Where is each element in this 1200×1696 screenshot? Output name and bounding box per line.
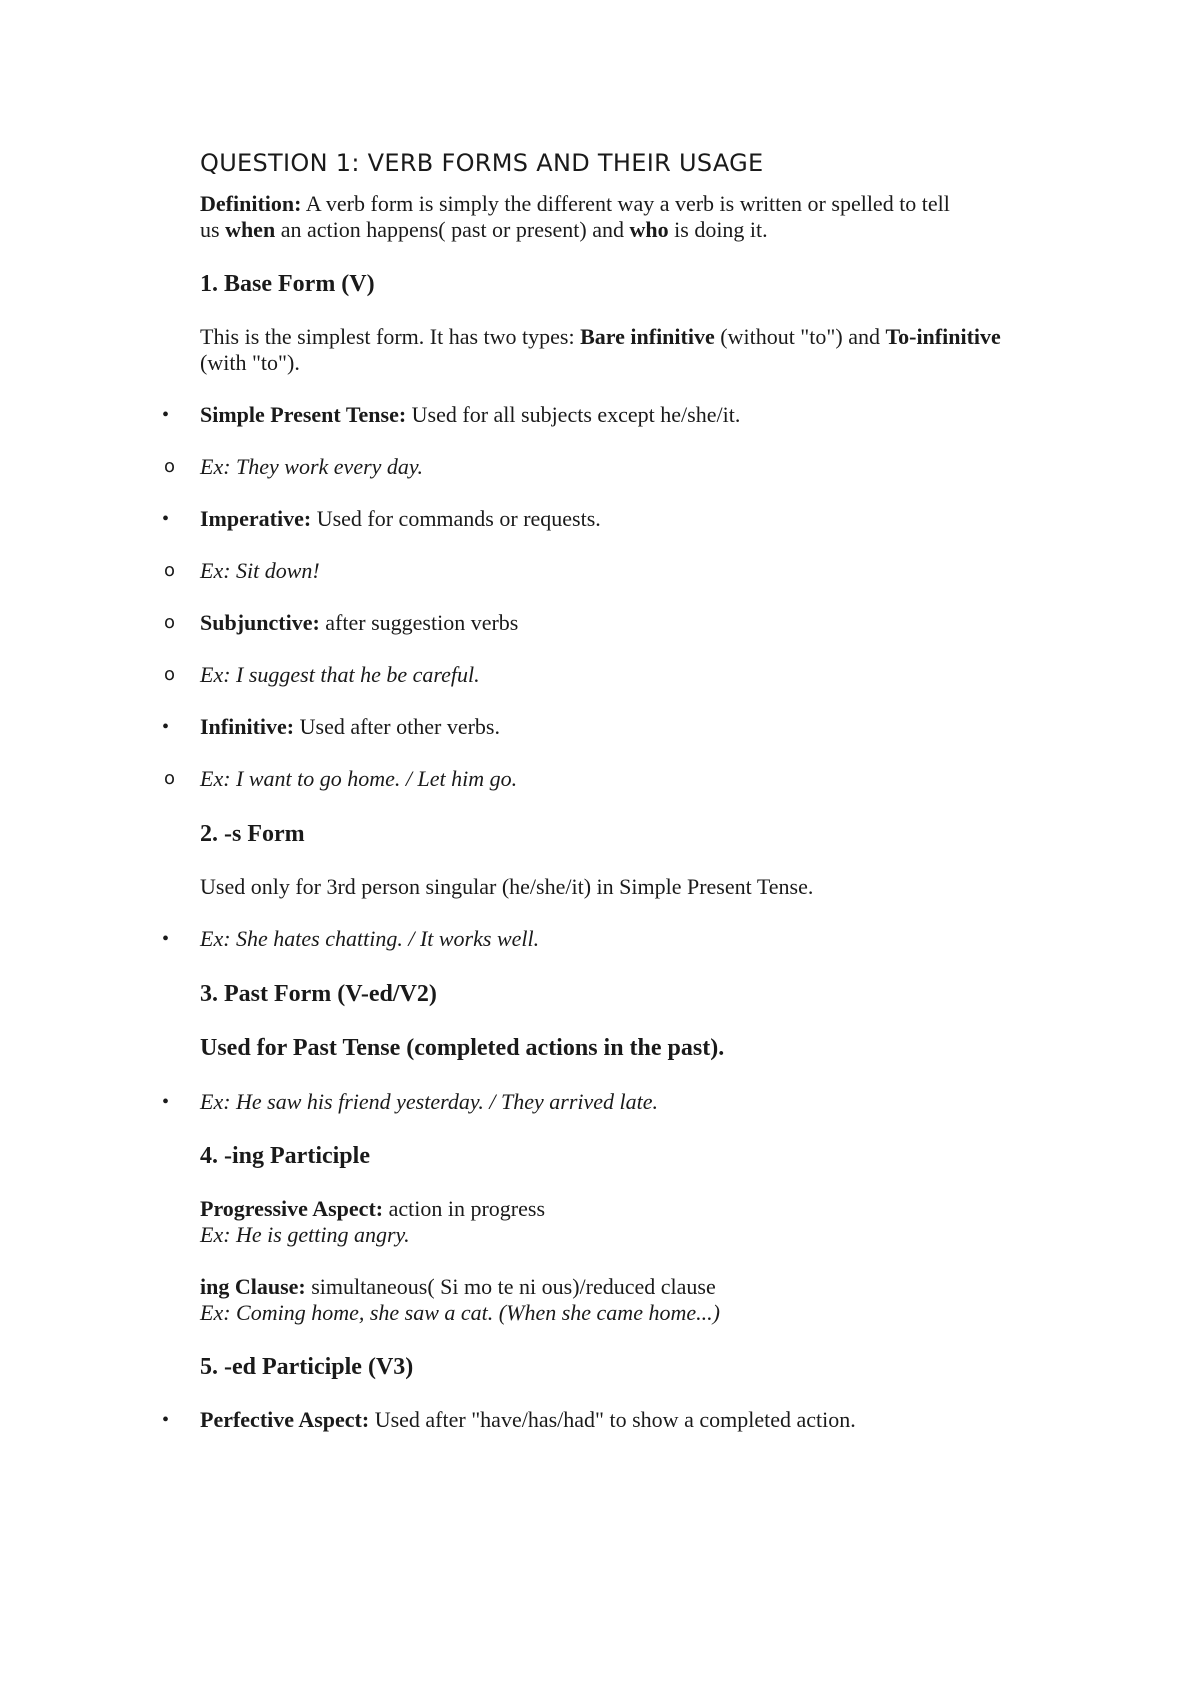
item-text: simultaneous( Si mo te ni ous)/reduced clause xyxy=(305,1274,716,1299)
bullet-marker: • xyxy=(162,508,170,530)
imperative-item xyxy=(200,505,601,533)
definition-text: an action happens( past or present) and xyxy=(275,217,630,242)
bullet-marker: • xyxy=(162,716,170,738)
example-text: Ex: Coming home, she saw a cat. (When she came home...) xyxy=(200,1300,720,1325)
example-text: Ex: Sit down! xyxy=(200,558,320,583)
item-label: ing Clause: xyxy=(200,1274,306,1299)
sub-bullet-marker: o xyxy=(164,664,176,685)
item-text: after suggestion verbs xyxy=(319,610,519,635)
definition-line-2 xyxy=(200,216,768,244)
definition-text: is doing it. xyxy=(668,217,768,242)
intro-text: (without "to") and xyxy=(714,324,886,349)
definition-text: A verb form is simply the different way a verb is written or spelled to tell xyxy=(301,191,950,216)
definition-line-1 xyxy=(200,190,950,218)
section-1-intro xyxy=(200,323,1001,351)
ing-clause-item xyxy=(200,1273,716,1301)
example-text: Ex: He saw his friend yesterday. / They arrived late. xyxy=(200,1089,659,1114)
definition-label: Definition: xyxy=(200,191,302,216)
example-text: Ex: She hates chatting. / It works well. xyxy=(200,926,540,951)
section-1-heading: 1. Base Form (V) xyxy=(200,271,375,297)
definition-bold-when: when xyxy=(225,217,276,242)
example-text: Ex: I suggest that he be careful. xyxy=(200,662,480,687)
sub-bullet-marker: o xyxy=(164,560,176,581)
item-text: Used after other verbs. xyxy=(294,714,500,739)
infinitive-item xyxy=(200,713,500,741)
bare-infinitive-term: Bare infinitive xyxy=(580,324,715,349)
ing-clause-example xyxy=(200,1299,720,1327)
subjunctive-item xyxy=(200,609,518,637)
bullet-marker: • xyxy=(162,1091,170,1113)
example-text: Ex: I want to go home. / Let him go. xyxy=(200,766,518,791)
example-3 xyxy=(200,661,480,689)
example-4 xyxy=(200,765,517,793)
sub-bullet-marker: o xyxy=(164,456,176,477)
section-1-intro-cont: (with "to"). xyxy=(200,350,300,375)
item-text: Used for all subjects except he/she/it. xyxy=(406,402,741,427)
perfective-aspect-item xyxy=(200,1406,856,1434)
section-2-heading: 2. -s Form xyxy=(200,821,305,847)
item-text: Used after "have/has/had" to show a completed action. xyxy=(369,1407,856,1432)
section-3-text: Used for Past Tense (completed actions in the past). xyxy=(200,1035,725,1061)
item-label: Infinitive: xyxy=(200,714,295,739)
section-2-example xyxy=(200,925,539,953)
progressive-example xyxy=(200,1221,410,1249)
item-label: Perfective Aspect: xyxy=(200,1407,370,1432)
progressive-aspect-item xyxy=(200,1195,545,1223)
definition-text: us xyxy=(200,217,226,242)
item-text: action in progress xyxy=(383,1196,545,1221)
page-title: QUESTION 1: VERB FORMS AND THEIR USAGE xyxy=(200,149,764,177)
bullet-marker: • xyxy=(162,1409,170,1431)
sub-bullet-marker: o xyxy=(164,612,176,633)
item-text: Used for commands or requests. xyxy=(311,506,601,531)
section-4-heading: 4. -ing Participle xyxy=(200,1143,370,1169)
example-2 xyxy=(200,557,320,585)
item-label: Imperative: xyxy=(200,506,312,531)
section-5-heading: 5. -ed Participle (V3) xyxy=(200,1354,414,1380)
item-label: Progressive Aspect: xyxy=(200,1196,384,1221)
section-3-example xyxy=(200,1088,658,1116)
example-text: Ex: He is getting angry. xyxy=(200,1222,410,1247)
intro-text: This is the simplest form. It has two types: xyxy=(200,324,581,349)
to-infinitive-term: To-infinitive xyxy=(885,324,1001,349)
section-2-text: Used only for 3rd person singular (he/she/it) in Simple Present Tense. xyxy=(200,874,814,899)
definition-bold-who: who xyxy=(629,217,669,242)
sub-bullet-marker: o xyxy=(164,768,176,789)
bullet-marker: • xyxy=(162,928,170,950)
example-text: Ex: They work every day. xyxy=(200,454,423,479)
bullet-marker: • xyxy=(162,404,170,426)
simple-present-item xyxy=(200,401,740,429)
item-label: Subjunctive: xyxy=(200,610,320,635)
section-3-heading: 3. Past Form (V-ed/V2) xyxy=(200,981,437,1007)
example-1 xyxy=(200,453,423,481)
item-label: Simple Present Tense: xyxy=(200,402,407,427)
